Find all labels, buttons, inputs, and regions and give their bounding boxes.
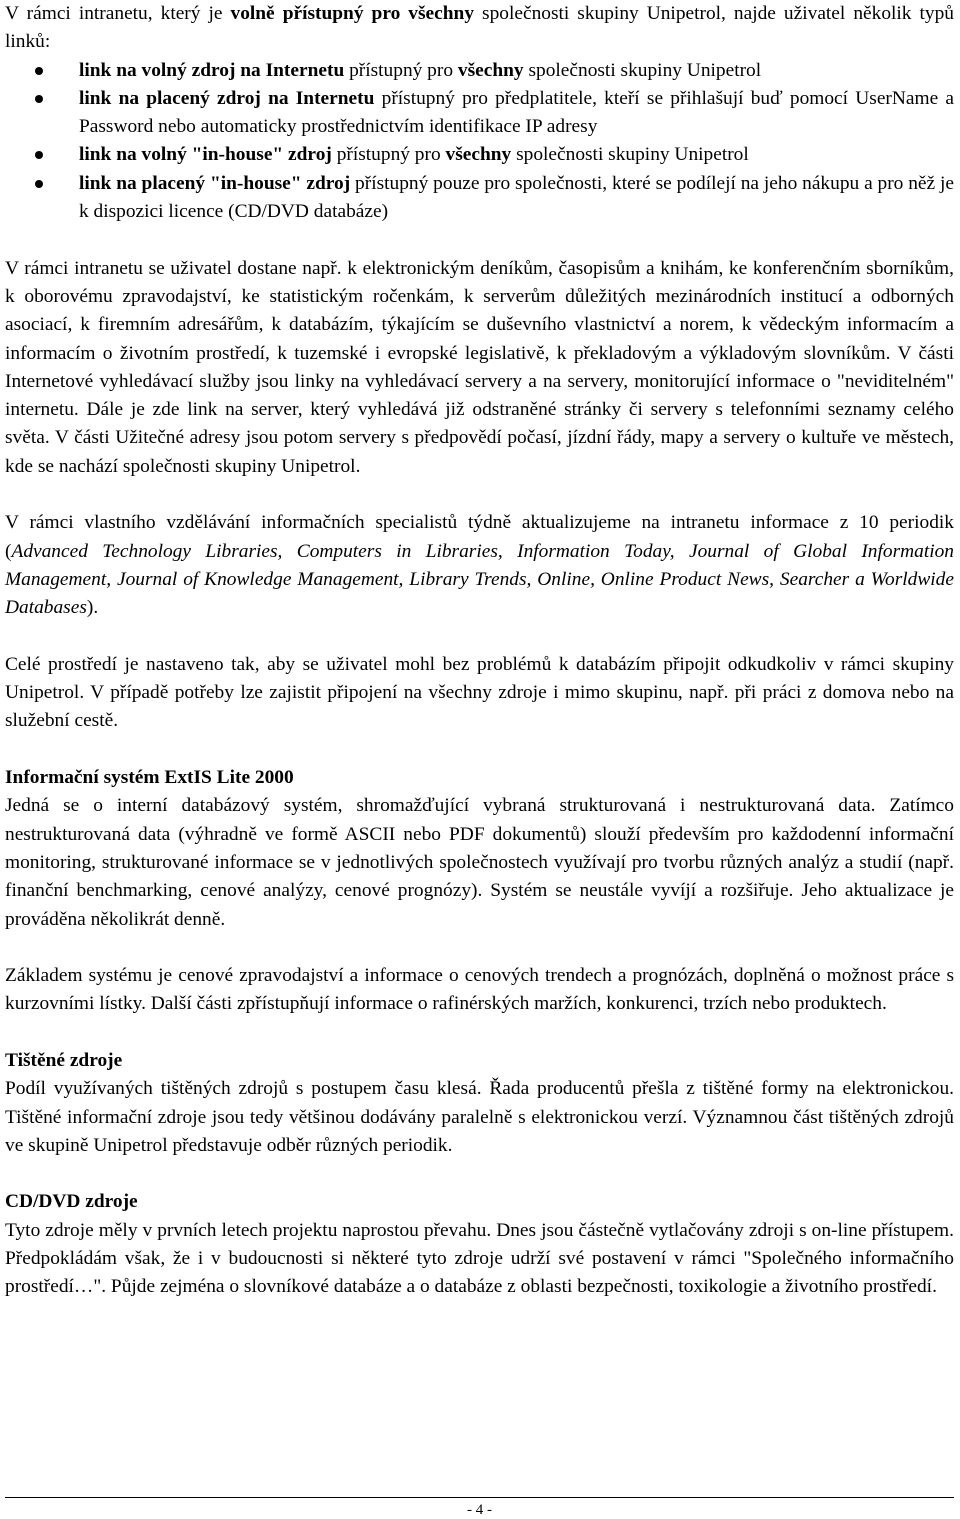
- access-paragraph: Celé prostředí je nastaveno tak, aby se uživatel mohl bez problémů k databázím připojit odkudkoliv v rámci skupiny Unipetrol. V případě potřeby lze zajistit připojení na všechny zdroje i mimo skupinu, např. při práci z domova nebo na služební cestě.: [5, 653, 954, 732]
- section-body-cddvd: Tyto zdroje měly v prvních letech projektu naprostou převahu. Dnes jsou částečně vytlačovány zdroji s on-line přístupem. Předpokládám však, že i v budoucnosti si některé tyto zdroje udrží své postavení v rámci "Společného informačního prostředí…". Půjde zejména o slovníkové databáze a o databáze z oblasti bezpečnosti, toxikologie a životního prostředí.: [5, 1219, 954, 1298]
- page-footer: [5, 1497, 954, 1518]
- section-heading-cddvd: CD/DVD zdroje: [5, 1191, 138, 1213]
- section-heading-printed: Tištěné zdroje: [5, 1049, 123, 1071]
- intranet-content-paragraph: V rámci intranetu se uživatel dostane např. k elektronickým deníkům, časopisům a knihám, ke konferenčním sborníkům, k oborovému zpravodajství, ke statistickým ročenkám, k serverům důležitých mezinárodních institucí a odborných asociací, k firemním adresářům, k databázím, týkajícím se duševního vlastnictví a norem, k vědeckým informacím a informacím o životním prostředí, k tuzemské i evropské legislativě, k překladovým a výkladovým slovníkům. V části Internetové vyhledávací služby jsou linky na vyhledávací servery a na servery, monitorující informace o "neviditelném" internetu. Dále je zde link na server, který vyhledává již odstraněné stránky či servery s telefonními seznamy celého světa. V části Užitečné adresy jsou potom servery s předpovědí počasí, jízdní řády, mapy a servery o kultuře ve městech, kde se nachází společnosti skupiny Unipetrol.: [5, 257, 954, 477]
- section-heading-extis: Informační systém ExtIS Lite 2000: [5, 767, 294, 789]
- bullet-icon: [35, 151, 43, 159]
- list-item: link na volný zdroj na Internetu přístupný pro všechny společnosti skupiny Unipetrol: [5, 57, 954, 85]
- periodicals-titles: Advanced Technology Libraries, Computers in Libraries, Information Today, Journal of Global Information Management, Journal of Knowledge Management, Library Trends, Online, Online Product News, Searcher a Worldwide Databases: [5, 540, 954, 619]
- bullet-icon: [35, 67, 43, 75]
- list-item: link na placený "in-house" zdroj přístupný pouze pro společnosti, které se podílejí na jeho nákupu a pro něž je k dispozici licence (CD/DVD databáze): [5, 170, 954, 227]
- list-item: link na volný "in-house" zdroj přístupný pro všechny společnosti skupiny Unipetrol: [5, 141, 954, 169]
- link-types-list: [5, 57, 954, 227]
- footer-divider: [5, 1497, 954, 1498]
- periodicals-paragraph: V rámci vlastního vzdělávání informačních specialistů týdně aktualizujeme na intranetu informace z 10 periodik (Advanced Technology Libraries, Computers in Libraries, Information Today, Journal of Global Information Management, Journal of Knowledge Management, Library Trends, Online, Online Product News, Searcher a Worldwide Databases).: [5, 512, 954, 619]
- intro-emphasis: volně přístupný pro všechny: [230, 3, 475, 24]
- bullet-icon: [35, 95, 43, 103]
- intro-paragraph: V rámci intranetu, který je volně přístupný pro všechny společnosti skupiny Unipetrol, najde uživatel několik typů linků:: [5, 3, 954, 53]
- section-body-extis-2: Základem systému je cenové zpravodajství a informace o cenových trendech a prognózách, doplněná o možnost práce s kurzovními lístky. Další části zpřístupňují informace o rafinérských maržích, konkurenci, trzích nebo produktech.: [5, 965, 954, 1015]
- page-number: - 4 -: [467, 1502, 492, 1518]
- section-body-printed: Podíl využívaných tištěných zdrojů s postupem času klesá. Řada producentů přešla z tištěné formy na elektronickou. Tištěné informační zdroje jsou tedy většinou dodávány paralelně s elektronickou verzí. Významnou část tištěných zdrojů ve skupině Unipetrol představuje odběr různých periodik.: [5, 1078, 954, 1156]
- list-item: link na placený zdroj na Internetu přístupný pro předplatitele, kteří se přihlašují buď pomocí UserName a Password nebo automaticky prostřednictvím identifikace IP adresy: [5, 85, 954, 142]
- section-body-extis: Jedná se o interní databázový systém, shromažďující vybraná strukturovaná i nestrukturovaná data. Zatímco nestrukturovaná data (výhradně ve formě ASCII nebo PDF dokumentů) slouží především pro každodenní informační monitoring, strukturované informace se v jednotlivých společnostech využívají pro tvorbu různých analýz a studií (např. finanční benchmarking, cenové analýzy, cenové prognózy). Systém se neustále vyvíjí a rozšiřuje. Jeho aktualizace je prováděna několikrát denně.: [5, 795, 954, 930]
- bullet-icon: [35, 180, 43, 188]
- document-page: [5, 0, 954, 1302]
